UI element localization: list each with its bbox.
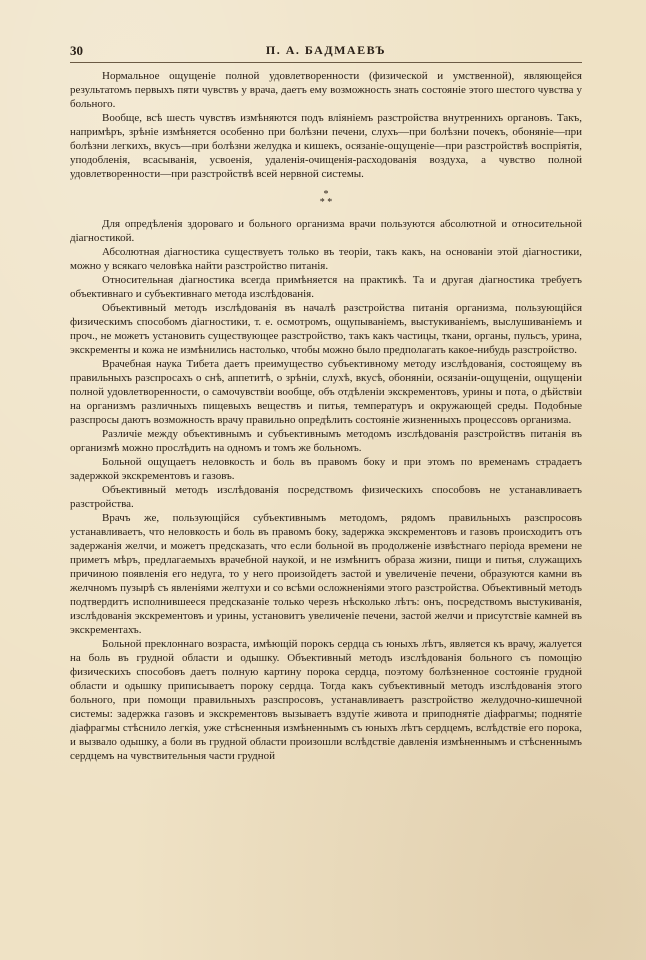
paragraph: Относительная діагностика всегда примѣняется на практикѣ. Та и другая діагностика требуетъ объективнаго и субъективнаго метода изслѣдованія. xyxy=(70,274,582,300)
paragraph: Объективный методъ изслѣдованія посредствомъ физическихъ способовъ не устанавливаетъ разстройства. xyxy=(70,484,582,510)
paragraph: Больной преклоннаго возраста, имѣющій порокъ сердца съ юныхъ лѣтъ, является къ врачу, жалуется на боль въ грудной области и одышку. Объективный методъ изслѣдованія больного съ помощію физическихъ способовъ даетъ полную картину порока сердца, поэтому болѣзненное состояніе грудной области и одышку приписываетъ пороку сердца. Тогда какъ субъективный методъ изслѣдованія этого больного, при помощи правильныхъ разспросовъ, устанавливаетъ разстройство желудочно-кишечной системы: задержка газовъ и экскрементовъ вызываетъ вздутіе живота и приподнятіе діафрагмы; поднятіе діафрагмы стѣснило легкія, уже стѣсненныя измѣненнымъ съ юныхъ лѣтъ сердцемъ, вслѣдствіе его порока, и вызвало одышку, а боли въ грудной области произошли вслѣдствіе давленія измѣненнымъ и стѣсненнымъ сердцемъ на чувствительныя части грудной xyxy=(70,638,582,762)
paragraph: Абсолютная діагностика существуетъ только въ теоріи, такъ какъ, на основаніи этой діагностики, можно у всякаго человѣка найти разстройство питанія. xyxy=(70,246,582,272)
header-rule xyxy=(70,62,582,63)
page-header xyxy=(70,43,582,59)
page-number: 30 xyxy=(70,43,83,58)
paragraph: Вообще, всѣ шесть чувствъ измѣняются подъ вліяніемъ разстройства внутреннихъ органовъ. Такъ, напримѣръ, зрѣніе измѣняется особенно при болѣзни печени, слухъ—при болѣзни почекъ, обоняніе—при болѣзни легкихъ, вкусъ—при болѣзни желудка и кишекъ, осязаніе-ощущеніе—при разстройствѣ воспріятія, уподобленія, всасыванія, усвоенія, удаленія-очищенія-расходованія воздуха, а чувство полной удовлетворенности—при разстройствѣ всей нервной системы. xyxy=(70,112,582,180)
paragraph: Врачъ же, пользующійся субъективнымъ методомъ, рядомъ правильныхъ разспросовъ устанавливаетъ, что неловкость и боль въ правомъ боку, задержка экскрементовъ и газовъ происходитъ отъ задержанія желчи, и можетъ предсказать, что если больной въ продолженіе извѣстнаго періода времени не приметъ мѣръ, предлагаемыхъ врачебной наукой, и не измѣнитъ образа жизни, пищи и питья, служащихъ причиною появленія его недуга, то у него произойдетъ застой и увеличеніе печени, образуются камни въ желчномъ пузырѣ съ явленіями желтухи и со всѣми осложненіями этого разстройства. Объективный методъ подтвердитъ исполнившееся предсказаніе только черезъ нѣсколько лѣтъ: онъ, посредствомъ выстукиванія, изслѣдованія экскрементовъ и урины, установитъ увеличеніе печени, застой желчи и присутствіе камней въ экскрементахъ. xyxy=(70,512,582,636)
paragraph: Для опредѣленія здороваго и больного организма врачи пользуются абсолютной и относительной діагностикой. xyxy=(70,218,582,244)
paragraph: Объективный методъ изслѣдованія въ началѣ разстройства питанія организма, пользующійся физическимъ способомъ діагностики, т. е. осмотромъ, ощупываніемъ, выстукиваніемъ, выслушиваніемъ и проч., не можетъ установить существующее разстройство, такъ какъ частицы, ткани, органы, пульсъ, урина, экскременты и кожа не измѣнились настолько, чтобы можно было предполагать какое-нибудь разстройство. xyxy=(70,302,582,356)
section-divider xyxy=(70,191,582,207)
paragraph: Различіе между объективнымъ и субъективнымъ методомъ изслѣдованія разстройствъ питанія въ организмѣ можно прослѣдить на одномъ и томъ же больномъ. xyxy=(70,428,582,454)
body-text xyxy=(70,69,582,763)
paragraph: Нормальное ощущеніе полной удовлетворенности (физической и умственной), являющейся результатомъ первыхъ пяти чувствъ у врача, даетъ ему возможность знать состояніе этого шестого чувства у больного. xyxy=(70,70,582,110)
divider-asterisk-top: * xyxy=(323,189,329,200)
paragraph: Врачебная наука Тибета даетъ преимущество субъективному методу изслѣдованія, состоящему въ правильныхъ разспросахъ о снѣ, аппетитѣ, о зрѣніи, слухѣ, вкусѣ, обоняніи, осязаніи-ощущеніи, ощущеніи полной удовлетворенности, о самочувствіи вообще, объ отдѣленіи экскрементовъ, урины и пота, о дѣйствіи на организмъ различныхъ пищевыхъ веществъ и питья, температуръ и окружающей среды. Подобные разспросы даютъ возможность врачу правильно опредѣлить состояніе жизненныхъ процессовъ организма. xyxy=(70,358,582,426)
running-title: П. А. БАДМАЕВЪ xyxy=(265,43,387,57)
divider-asterisk-bottom: * * xyxy=(319,197,333,208)
paragraph: Больной ощущаетъ неловкость и боль въ правомъ боку и при этомъ по временамъ страдаетъ задержкой экскрементовъ и газовъ. xyxy=(70,456,582,482)
